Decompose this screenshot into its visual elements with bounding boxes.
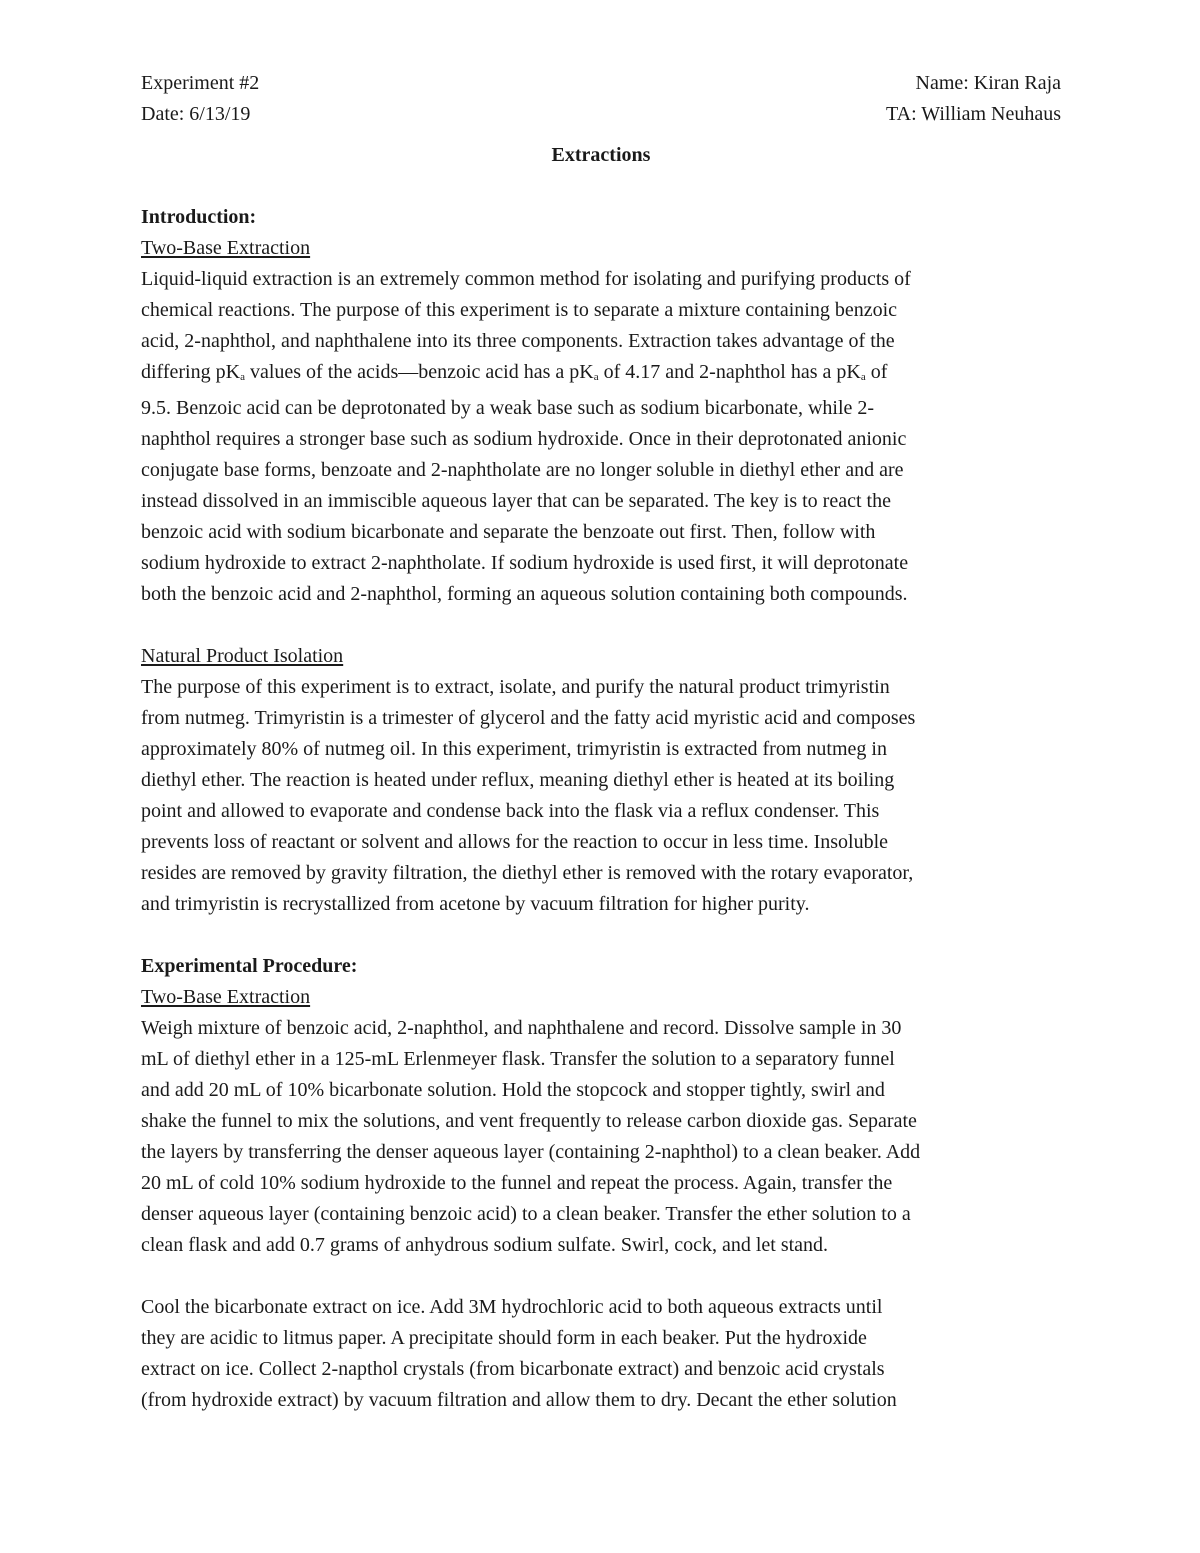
author-name: Name: Kiran Raja (915, 72, 1061, 94)
paragraph-line: and trimyristin is recrystallized from acetone by vacuum filtration for higher purity. (141, 893, 810, 915)
spacer (141, 920, 1061, 951)
ta-name: TA: William Neuhaus (886, 103, 1061, 125)
two-base-extraction-subheading: Two-Base Extraction (141, 237, 311, 259)
paragraph-line: 20 mL of cold 10% sodium hydroxide to the funnel and repeat the process. Again, transfer the (141, 1172, 893, 1194)
natural-product-subheading: Natural Product Isolation (141, 645, 344, 667)
paragraph-line: denser aqueous layer (containing benzoic acid) to a clean beaker. Transfer the ether solution to a (141, 1203, 911, 1225)
paragraph-line: conjugate base forms, benzoate and 2-naphtholate are no longer soluble in diethyl ether and are (141, 459, 904, 481)
paragraph-line: (from hydroxide extract) by vacuum filtration and allow them to dry. Decant the ether solution (141, 1389, 897, 1411)
paragraph-line: they are acidic to litmus paper. A precipitate should form in each beaker. Put the hydroxide (141, 1327, 867, 1349)
paragraph-line-pka: differing $pK_a$ values of the acids—benzoic acid has a $pK_a$ of 4.17 and 2-naphthol has a $pK_a$ of (141, 361, 888, 383)
procedure-heading: Experimental Procedure: (141, 955, 358, 977)
paragraph-line: Liquid-liquid extraction is an extremely common method for isolating and purifying products of (141, 268, 911, 290)
paragraph-line: Cool the bicarbonate extract on ice. Add 3M hydrochloric acid to both aqueous extracts until (141, 1296, 883, 1318)
paragraph-line: resides are removed by gravity filtration, the diethyl ether is removed with the rotary evaporator, (141, 862, 914, 884)
paragraph-line: diethyl ether. The reaction is heated under reflux, meaning diethyl ether is heated at its boiling (141, 769, 895, 791)
paragraph-line: instead dissolved in an immiscible aqueous layer that can be separated. The key is to react the (141, 490, 891, 512)
paragraph-line: and add 20 mL of 10% bicarbonate solution. Hold the stopcock and stopper tightly, swirl and (141, 1079, 885, 1101)
document-page (141, 68, 1061, 1416)
procedure-paragraph (141, 1013, 1061, 1261)
paragraph-line: extract on ice. Collect 2-napthol crystals (from bicarbonate extract) and benzoic acid crystals (141, 1358, 885, 1380)
paragraph-line: point and allowed to evaporate and condense back into the flask via a reflux condenser. This (141, 800, 880, 822)
paragraph-line: naphthol requires a stronger base such as sodium hydroxide. Once in their deprotonated anionic (141, 428, 907, 450)
paragraph-line: prevents loss of reactant or solvent and allows for the reaction to occur in less time. Insoluble (141, 831, 889, 853)
paragraph-line: chemical reactions. The purpose of this experiment is to separate a mixture containing benzoic (141, 299, 898, 321)
two-base-intro-paragraph (141, 264, 1061, 610)
spacer (141, 610, 1061, 641)
paragraph-line: sodium hydroxide to extract 2-naphtholate. If sodium hydroxide is used first, it will deprotonate (141, 552, 909, 574)
paragraph-line: 9.5. Benzoic acid can be deprotonated by a weak base such as sodium bicarbonate, while 2- (141, 397, 875, 419)
header-row-2 (141, 99, 1061, 130)
paragraph-line: both the benzoic acid and 2-naphthol, forming an aqueous solution containing both compounds. (141, 583, 908, 605)
introduction-heading: Introduction: (141, 206, 257, 228)
paragraph-line: from nutmeg. Trimyristin is a trimester of glycerol and the fatty acid myristic acid and composes (141, 707, 916, 729)
paragraph-line: The purpose of this experiment is to extract, isolate, and purify the natural product trimyristin (141, 676, 890, 698)
spacer (141, 1261, 1061, 1292)
paragraph-line: acid, 2-naphthol, and naphthalene into its three components. Extraction takes advantage of the (141, 330, 895, 352)
paragraph-line: clean flask and add 0.7 grams of anhydrous sodium sulfate. Swirl, cock, and let stand. (141, 1234, 829, 1256)
paragraph-line: mL of diethyl ether in a 125-mL Erlenmeyer flask. Transfer the solution to a separatory funnel (141, 1048, 895, 1070)
paragraph-line: shake the funnel to mix the solutions, and vent frequently to release carbon dioxide gas. Separate (141, 1110, 917, 1132)
document-title: Extractions (551, 144, 651, 166)
paragraph-line: benzoic acid with sodium bicarbonate and separate the benzoate out first. Then, follow with (141, 521, 876, 543)
date: Date: 6/13/19 (141, 103, 251, 125)
paragraph-line: approximately 80% of nutmeg oil. In this experiment, trimyristin is extracted from nutmeg in (141, 738, 887, 760)
experiment-number: Experiment #2 (141, 72, 260, 94)
paragraph-line: the layers by transferring the denser aqueous layer (containing 2-naphthol) to a clean beaker. Add (141, 1141, 921, 1163)
header-row-1 (141, 68, 1061, 99)
cooling-paragraph (141, 1292, 1061, 1416)
spacer (141, 171, 1061, 202)
procedure-two-base-subheading: Two-Base Extraction (141, 986, 311, 1008)
paragraph-line: Weigh mixture of benzoic acid, 2-naphthol, and naphthalene and record. Dissolve sample in 30 (141, 1017, 902, 1039)
natural-product-paragraph (141, 672, 1061, 920)
